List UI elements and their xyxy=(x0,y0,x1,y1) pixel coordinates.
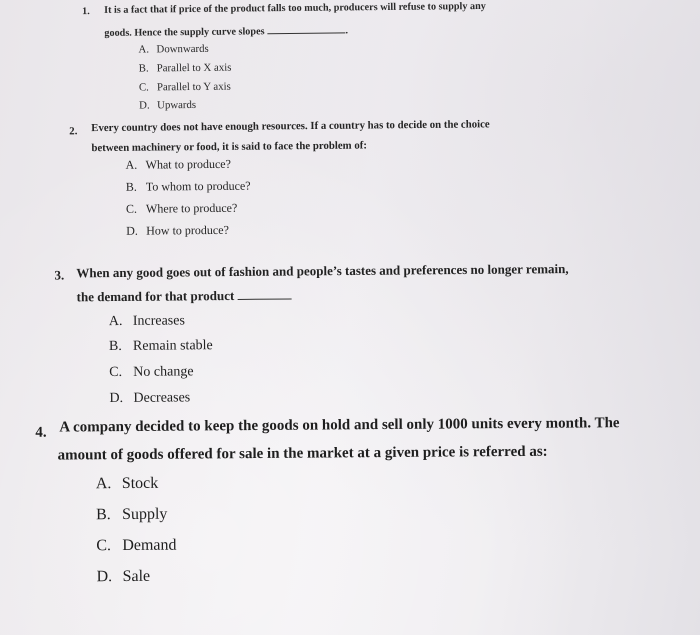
option-a xyxy=(138,43,208,56)
option-a xyxy=(126,157,231,173)
option-text: Remain stable xyxy=(132,338,213,354)
option-b xyxy=(96,506,167,525)
option-a xyxy=(109,313,185,330)
option-letter: A. xyxy=(125,157,138,172)
option-letter: A. xyxy=(95,475,112,493)
option-letter: B. xyxy=(125,179,137,194)
option-d xyxy=(96,568,150,586)
option-letter: C. xyxy=(125,201,138,216)
option-text: To whom to produce? xyxy=(145,178,251,194)
question-number: 1. xyxy=(82,6,90,18)
option-c xyxy=(96,537,176,556)
option-text: Decreases xyxy=(133,390,191,406)
question-text-line-1: It is a fact that if price of the product falls too much, producers will refuse to supply any xyxy=(104,0,486,16)
question-number: 4. xyxy=(35,424,47,441)
option-b xyxy=(109,338,213,355)
question-text: the demand for that product xyxy=(76,287,235,305)
option-letter: A. xyxy=(138,43,150,56)
option-text: Parallel to X axis xyxy=(156,61,232,75)
option-d xyxy=(139,99,196,112)
option-text: Downwards xyxy=(156,42,209,56)
option-b xyxy=(126,179,251,195)
question-text-line-1: When any good goes out of fashion and people’s tastes and preferences no longer remain, xyxy=(76,261,569,281)
option-text: Stock xyxy=(121,474,159,493)
option-a xyxy=(96,475,159,493)
option-text: Increases xyxy=(132,313,185,329)
option-c xyxy=(139,81,231,94)
option-letter: B. xyxy=(138,62,149,75)
option-letter: D. xyxy=(126,223,138,238)
option-c xyxy=(109,364,193,381)
question-number: 3. xyxy=(54,267,65,283)
option-text: How to produce? xyxy=(146,222,229,238)
option-letter: D. xyxy=(139,99,150,112)
option-d xyxy=(109,390,190,407)
question-text-line-1: Every country does not have enough resources. If a country has to decide on the choice xyxy=(91,118,490,135)
option-letter: D. xyxy=(109,390,124,407)
option-d xyxy=(126,223,229,239)
question-number: 2. xyxy=(69,125,78,138)
option-text: Demand xyxy=(122,536,177,555)
option-text: No change xyxy=(133,364,194,380)
question-text-line-2: between machinery or food, it is said to face the problem of: xyxy=(91,139,367,155)
option-c xyxy=(126,201,237,217)
option-text: Where to produce? xyxy=(145,200,238,216)
option-text: Supply xyxy=(121,505,168,524)
question-text-line-1: A company decided to keep the goods on hold and sell only 1000 units every month. The xyxy=(59,415,620,436)
option-text: What to produce? xyxy=(145,156,231,172)
option-text: Upwards xyxy=(157,98,197,112)
option-letter: C. xyxy=(96,537,112,555)
option-letter: A. xyxy=(108,313,123,330)
option-letter: D. xyxy=(96,568,113,586)
option-letter: B. xyxy=(95,506,111,524)
question-text: goods. Hence the supply curve slopes xyxy=(104,26,265,39)
option-letter: B. xyxy=(108,338,122,355)
question-text-line-2 xyxy=(104,25,348,39)
blank-punctuation: . xyxy=(345,25,349,37)
answer-blank xyxy=(268,32,346,34)
option-b xyxy=(139,62,232,75)
option-letter: C. xyxy=(109,364,123,381)
option-text: Sale xyxy=(122,567,151,586)
question-text-line-2: amount of goods offered for sale in the market at a given price is referred as: xyxy=(57,443,548,464)
option-text: Parallel to Y axis xyxy=(156,80,231,94)
question-text-line-2 xyxy=(77,287,292,305)
answer-blank xyxy=(237,298,291,299)
option-letter: C. xyxy=(138,81,149,94)
